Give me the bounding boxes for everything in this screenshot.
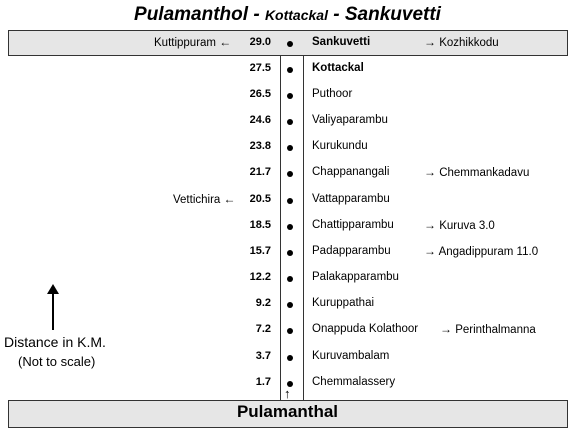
branch-left-vettichira <box>173 192 236 206</box>
stop-dot <box>287 250 293 256</box>
stop-distance: 26.5 <box>249 88 271 100</box>
branch-label: Perinthalmanna <box>455 324 536 336</box>
right-arrow-icon: → <box>424 218 436 232</box>
title-part-2: Kottackal <box>264 7 328 23</box>
stop-name: Onappuda Kolathoor <box>312 323 419 335</box>
title-sep-1: - <box>248 4 265 25</box>
stop-dot <box>287 302 293 308</box>
stop-dot <box>287 67 293 73</box>
legend-arrow-shaft <box>52 292 54 330</box>
stop-distance: 20.5 <box>249 193 271 205</box>
right-arrow-icon: → <box>424 165 436 179</box>
diagram-title <box>0 4 575 26</box>
stop-name: Padapparambu <box>312 245 391 257</box>
stop-distance: 23.8 <box>249 140 271 152</box>
stop-distance: 21.7 <box>249 166 271 178</box>
stop-distance: 7.2 <box>255 323 271 335</box>
stop-dot <box>287 328 293 334</box>
branch-right-chemmankadavu <box>424 165 529 179</box>
stop-name: Palakapparambu <box>312 271 399 283</box>
origin-label: Pulamanthal <box>236 402 339 421</box>
stop-dot <box>287 93 293 99</box>
stop-distance: 24.6 <box>249 114 271 126</box>
stop-name: Kurukundu <box>312 140 368 152</box>
branch-right-perinthalmanna <box>440 322 536 336</box>
stop-dot <box>287 119 293 125</box>
stop-dot <box>287 145 293 151</box>
stop-name: Valiyaparambu <box>312 114 388 126</box>
stop-name: Chappanangali <box>312 166 390 178</box>
stop-distance: 27.5 <box>249 62 271 74</box>
stop-name: Chemmalassery <box>312 376 396 388</box>
stop-dot <box>287 224 293 230</box>
stop-name: Kuruvambalam <box>312 350 390 362</box>
stop-name: Vattapparambu <box>312 193 390 205</box>
title-sep-2: - <box>327 4 345 25</box>
stop-dot <box>287 198 293 204</box>
stop-name: Puthoor <box>312 88 353 100</box>
branch-label: Kozhikkodu <box>439 37 499 49</box>
branch-left-kuttippuram <box>154 35 231 49</box>
stop-distance: 1.7 <box>255 376 271 388</box>
title-part-1: Pulamanthol <box>134 4 249 25</box>
left-arrow-icon: ← <box>223 192 236 206</box>
branch-label: Kuruva 3.0 <box>439 220 495 232</box>
branch-right-angadippuram <box>424 244 538 258</box>
stop-name: Kottackal <box>312 62 364 74</box>
stop-distance: 9.2 <box>255 297 271 309</box>
branch-label: Kuttippuram <box>154 37 217 49</box>
up-arrow-icon: ↑ <box>284 386 291 401</box>
legend-distance-label: Distance in K.M. <box>4 334 106 350</box>
stop-distance: 18.5 <box>249 219 271 231</box>
legend-scale-note: (Not to scale) <box>18 354 96 369</box>
branch-right-kuruva <box>424 218 495 232</box>
right-arrow-icon: → <box>424 35 436 49</box>
stop-distance: 12.2 <box>249 271 271 283</box>
stop-name: Chattipparambu <box>312 219 394 231</box>
title-part-3: Sankuvetti <box>344 4 441 25</box>
branch-label: Chemmankadavu <box>439 167 530 179</box>
stop-dot <box>287 41 293 47</box>
branch-label: Vettichira <box>173 194 221 206</box>
stop-distance: 29.0 <box>249 36 271 48</box>
right-arrow-icon: → <box>440 322 452 336</box>
left-arrow-icon: ← <box>219 35 232 49</box>
stop-name: Sankuvetti <box>312 36 371 48</box>
right-arrow-icon: → <box>424 244 436 258</box>
branch-label: Angadippuram 11.0 <box>438 246 539 258</box>
stop-dot <box>287 276 293 282</box>
stop-name: Kuruppathai <box>312 297 375 309</box>
stop-distance: 15.7 <box>249 245 271 257</box>
stop-distance: 3.7 <box>255 350 271 362</box>
stop-dot <box>287 355 293 361</box>
stop-dot <box>287 171 293 177</box>
branch-right-kozhikkodu <box>424 35 499 49</box>
